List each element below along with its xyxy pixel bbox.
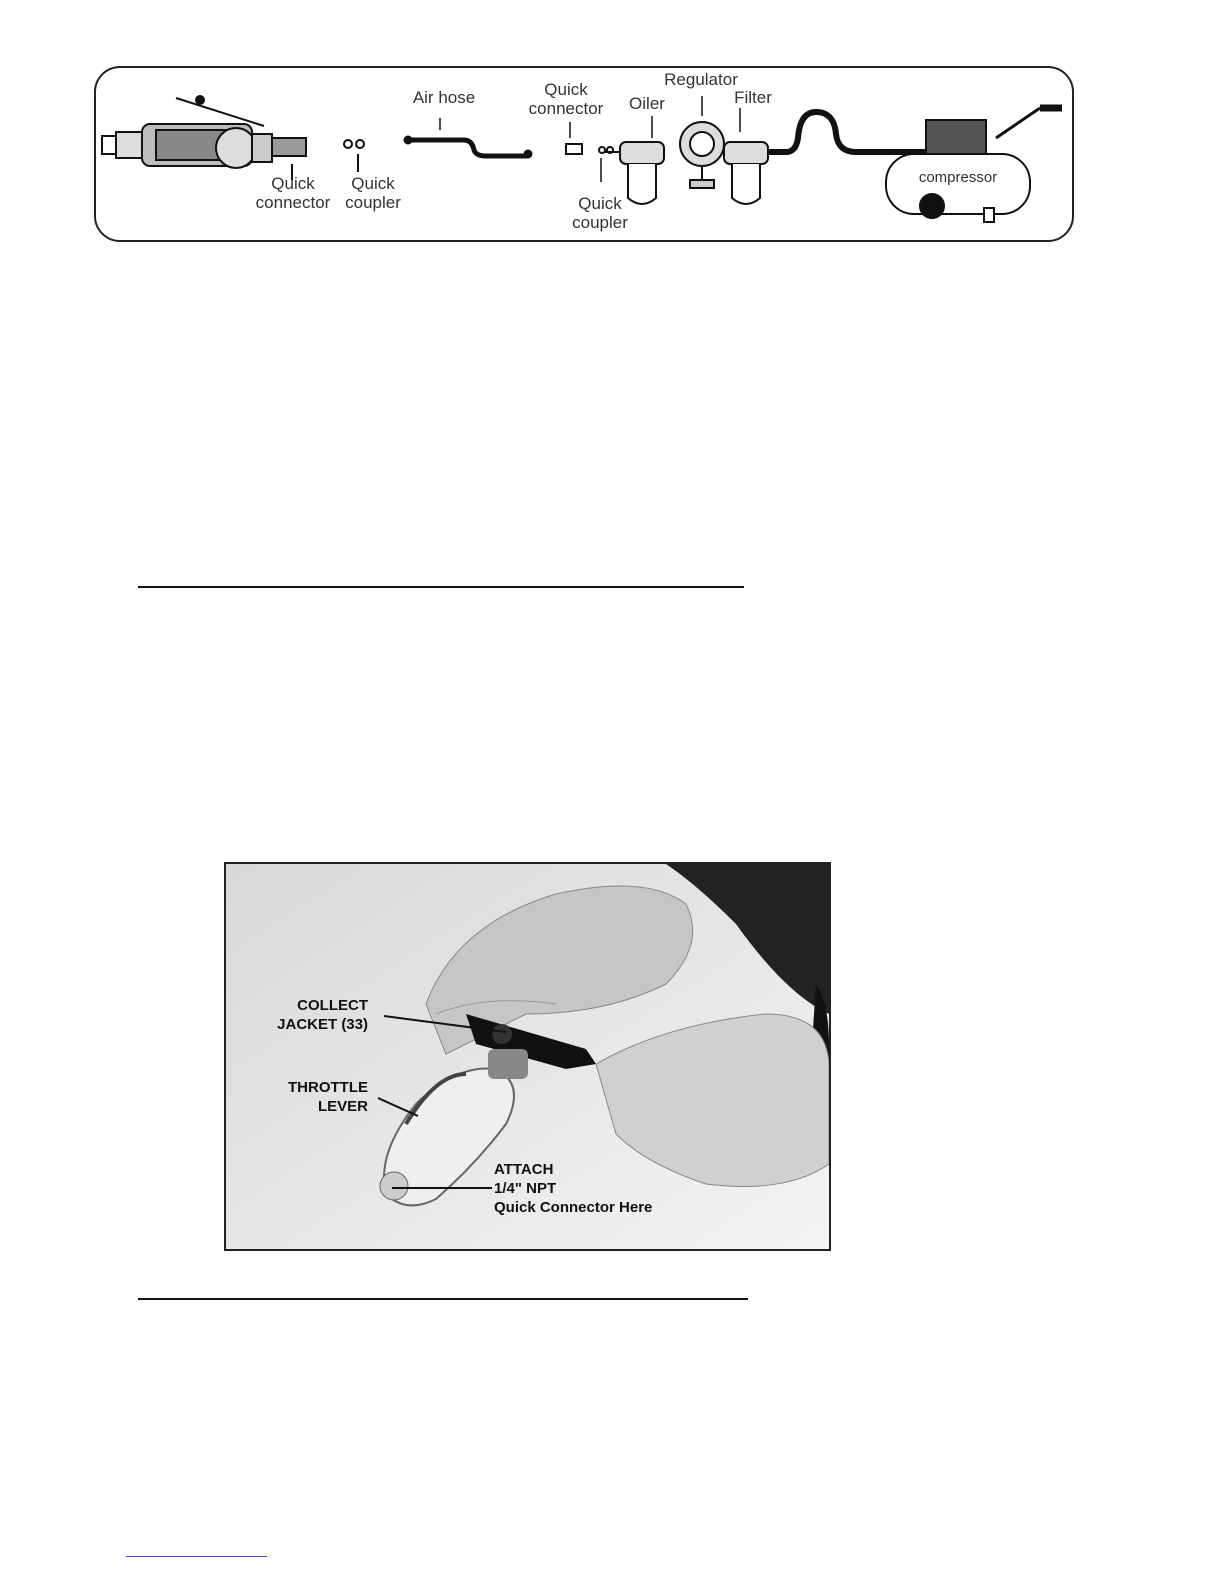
label-air-hose: Air hose: [412, 88, 476, 107]
section-rule-2: [138, 1298, 748, 1300]
label-collect-jacket: COLLECT JACKET (33): [277, 997, 368, 1033]
label-compressor: compressor: [918, 169, 998, 186]
section-rule-1: [138, 586, 744, 588]
label-oiler: Oiler: [629, 94, 665, 113]
compressor-drawing: [886, 108, 1062, 222]
quick-coupler-drawing: [344, 140, 364, 172]
label-attach-connector: ATTACH 1/4" NPT Quick Connector Here: [494, 1161, 653, 1216]
collet-photo: [224, 862, 831, 1251]
die-grinder-drawing: [102, 96, 306, 180]
air-system-diagram: [94, 66, 1074, 242]
air-hose-drawing: [404, 118, 532, 158]
label-quick-connector-2: Quick connector: [528, 80, 604, 118]
label-quick-coupler-1: Quick coupler: [345, 174, 401, 212]
label-throttle-lever: THROTTLE LEVER: [288, 1079, 368, 1115]
footer-link-underline[interactable]: [126, 1556, 267, 1557]
label-filter: Filter: [734, 88, 772, 107]
label-quick-coupler-2: Quick coupler: [572, 194, 628, 232]
label-quick-connector-tool: Quick connector: [255, 174, 331, 212]
label-regulator: Regulator: [664, 70, 738, 89]
main-hose-drawing: [768, 112, 926, 152]
